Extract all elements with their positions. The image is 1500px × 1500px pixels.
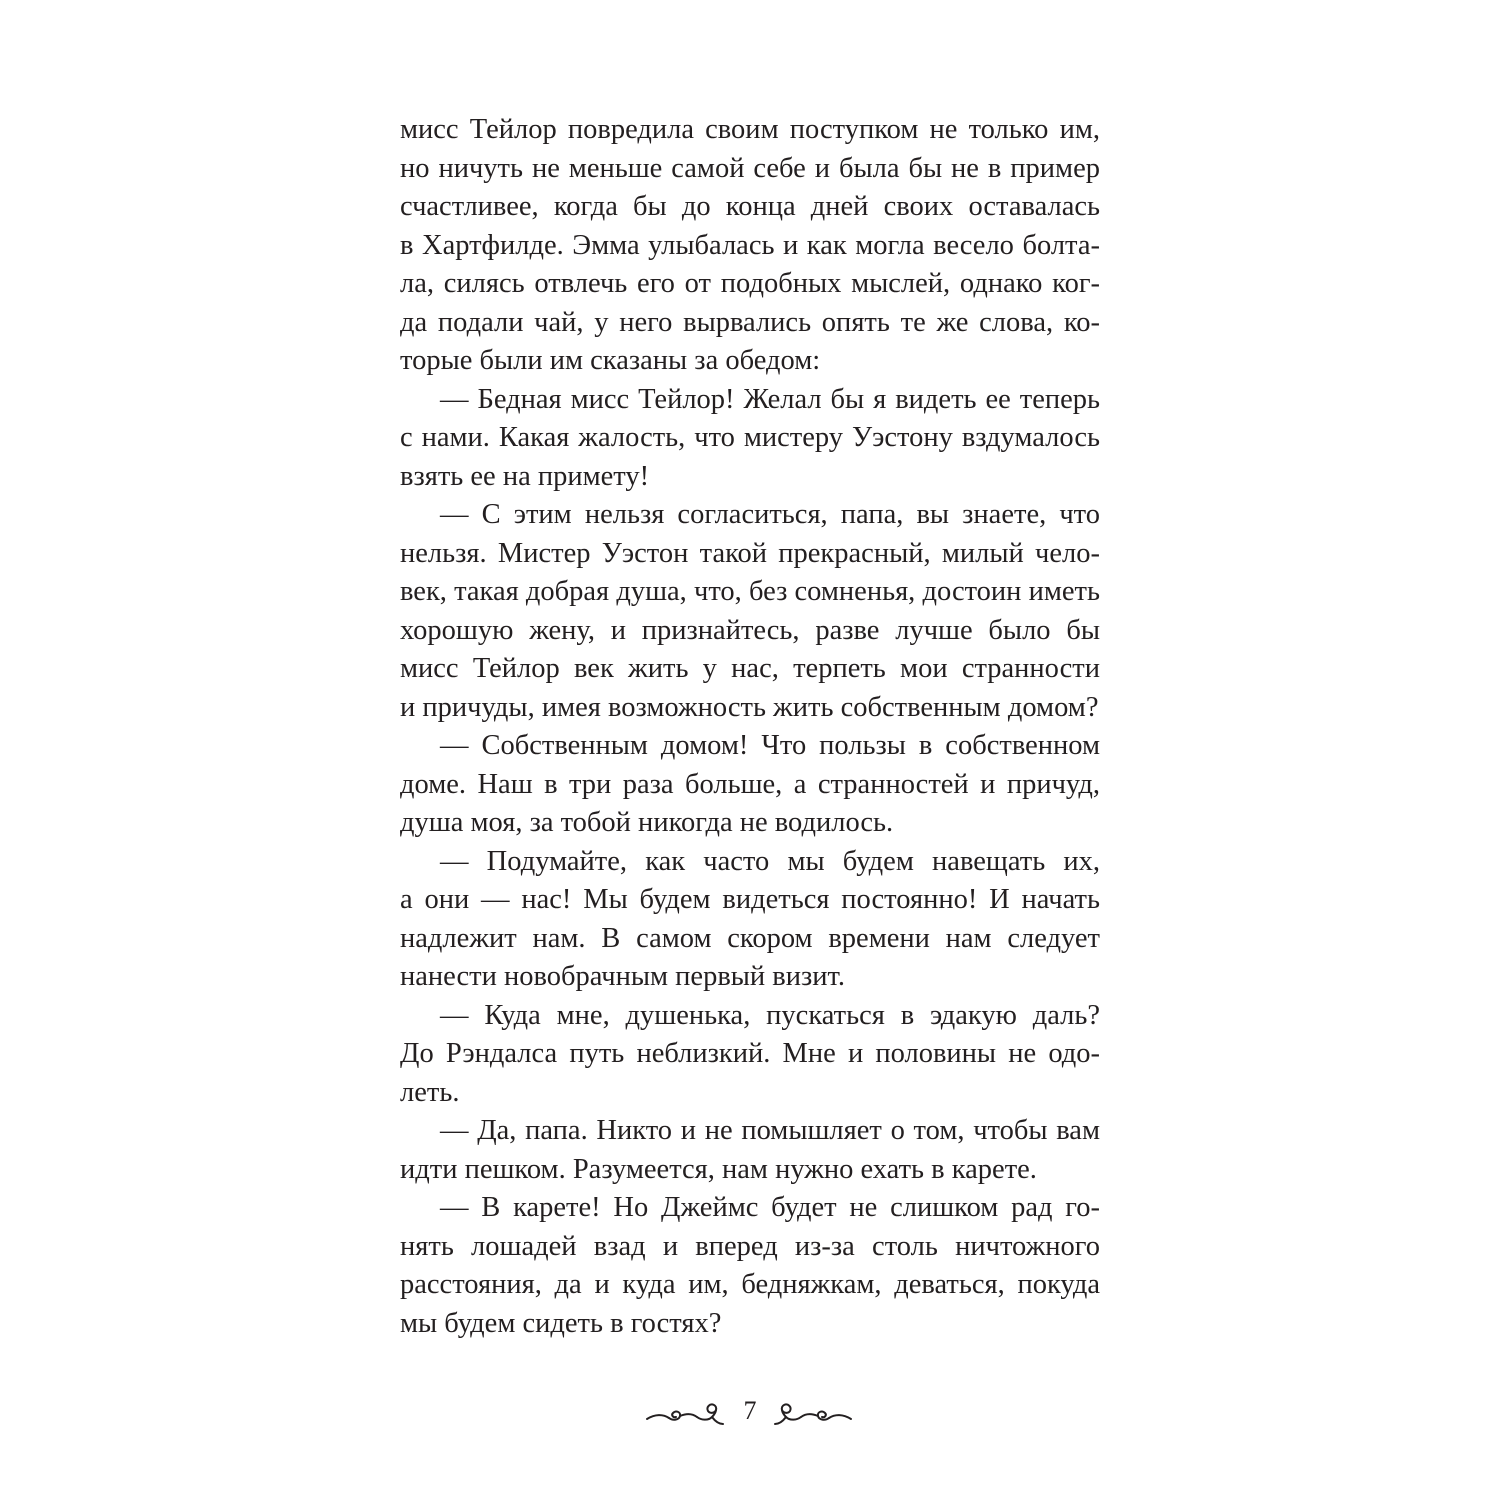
text-line: леть.: [400, 1076, 460, 1108]
swirl-ornament-left-icon: [645, 1402, 725, 1430]
text-line: торые были им сказаны за обедом:: [400, 345, 821, 376]
text-line: — Куда мне, душенька, пускаться в эдакую даль?: [440, 999, 1100, 1031]
text-line: мисс Тейлор век жить у нас, терпеть мои странности: [400, 653, 1100, 684]
text-line: но ничуть не меньше самой себе и была бы не в пример: [400, 152, 1100, 184]
swirl-ornament-right-icon: [773, 1402, 853, 1430]
text-line: а они — нас! Мы будем видеться постоянно! И начать: [400, 884, 1100, 915]
text-line: счастливее, когда бы до конца дней своих оставалась: [400, 191, 1100, 222]
page-folio: [645, 1396, 855, 1436]
text-line: душа моя, за тобой никогда не водилось.: [400, 807, 894, 838]
text-line: расстояния, да и куда им, бедняжкам, деваться, покуда: [400, 1269, 1100, 1300]
text-line: — Бедная мисс Тейлор! Желал бы я видеть ее теперь: [440, 383, 1100, 415]
text-line: век, такая добрая душа, что, без сомненья, достоин иметь: [400, 576, 1100, 607]
text-line: — Собственным домом! Что пользы в собственном: [440, 730, 1100, 761]
text-line: — Да, папа. Никто и не помышляет о том, чтобы вам: [440, 1115, 1100, 1146]
text-line: До Рэндалса путь неблизкий. Мне и половины не одо-: [400, 1038, 1100, 1069]
text-line: хорошую жену, и признайтесь, разве лучше было бы: [400, 614, 1100, 646]
text-line: с нами. Какая жалость, что мистеру Уэстону вздумалось: [400, 422, 1100, 453]
text-line: мисс Тейлор повредила своим поступком не только им,: [400, 114, 1100, 145]
body-text: [400, 111, 1100, 1343]
text-line: — С этим нельзя согласиться, папа, вы знаете, что: [440, 499, 1100, 530]
text-line: надлежит нам. В самом скором времени нам следует: [400, 922, 1100, 954]
text-line: в Хартфилде. Эмма улыбалась и как могла весело болта-: [400, 229, 1100, 261]
text-line: взять ее на примету!: [400, 460, 650, 492]
text-line: нельзя. Мистер Уэстон такой прекрасный, милый чело-: [400, 537, 1100, 569]
text-line: нять лошадей взад и вперед из-за столь ничтожного: [400, 1230, 1100, 1262]
text-line: мы будем сидеть в гостях?: [400, 1307, 722, 1339]
text-line: — В карете! Но Джеймс будет не слишком рад го-: [440, 1192, 1100, 1223]
text-line: да подали чай, у него вырвались опять те же слова, ко-: [400, 306, 1100, 338]
page-number: 7: [743, 1396, 757, 1425]
text-line: доме. Наш в три раза больше, а странностей и причуд,: [400, 768, 1100, 800]
text-line: идти пешком. Разумеется, нам нужно ехать в карете.: [400, 1153, 1037, 1185]
text-line: нанести новобрачным первый визит.: [400, 961, 845, 992]
text-line: ла, силясь отвлечь его от подобных мыслей, однако ког-: [400, 268, 1100, 299]
text-line: — Подумайте, как часто мы будем навещать их,: [440, 845, 1100, 877]
text-line: и причуды, имея возможность жить собственным домом?: [400, 691, 1099, 723]
